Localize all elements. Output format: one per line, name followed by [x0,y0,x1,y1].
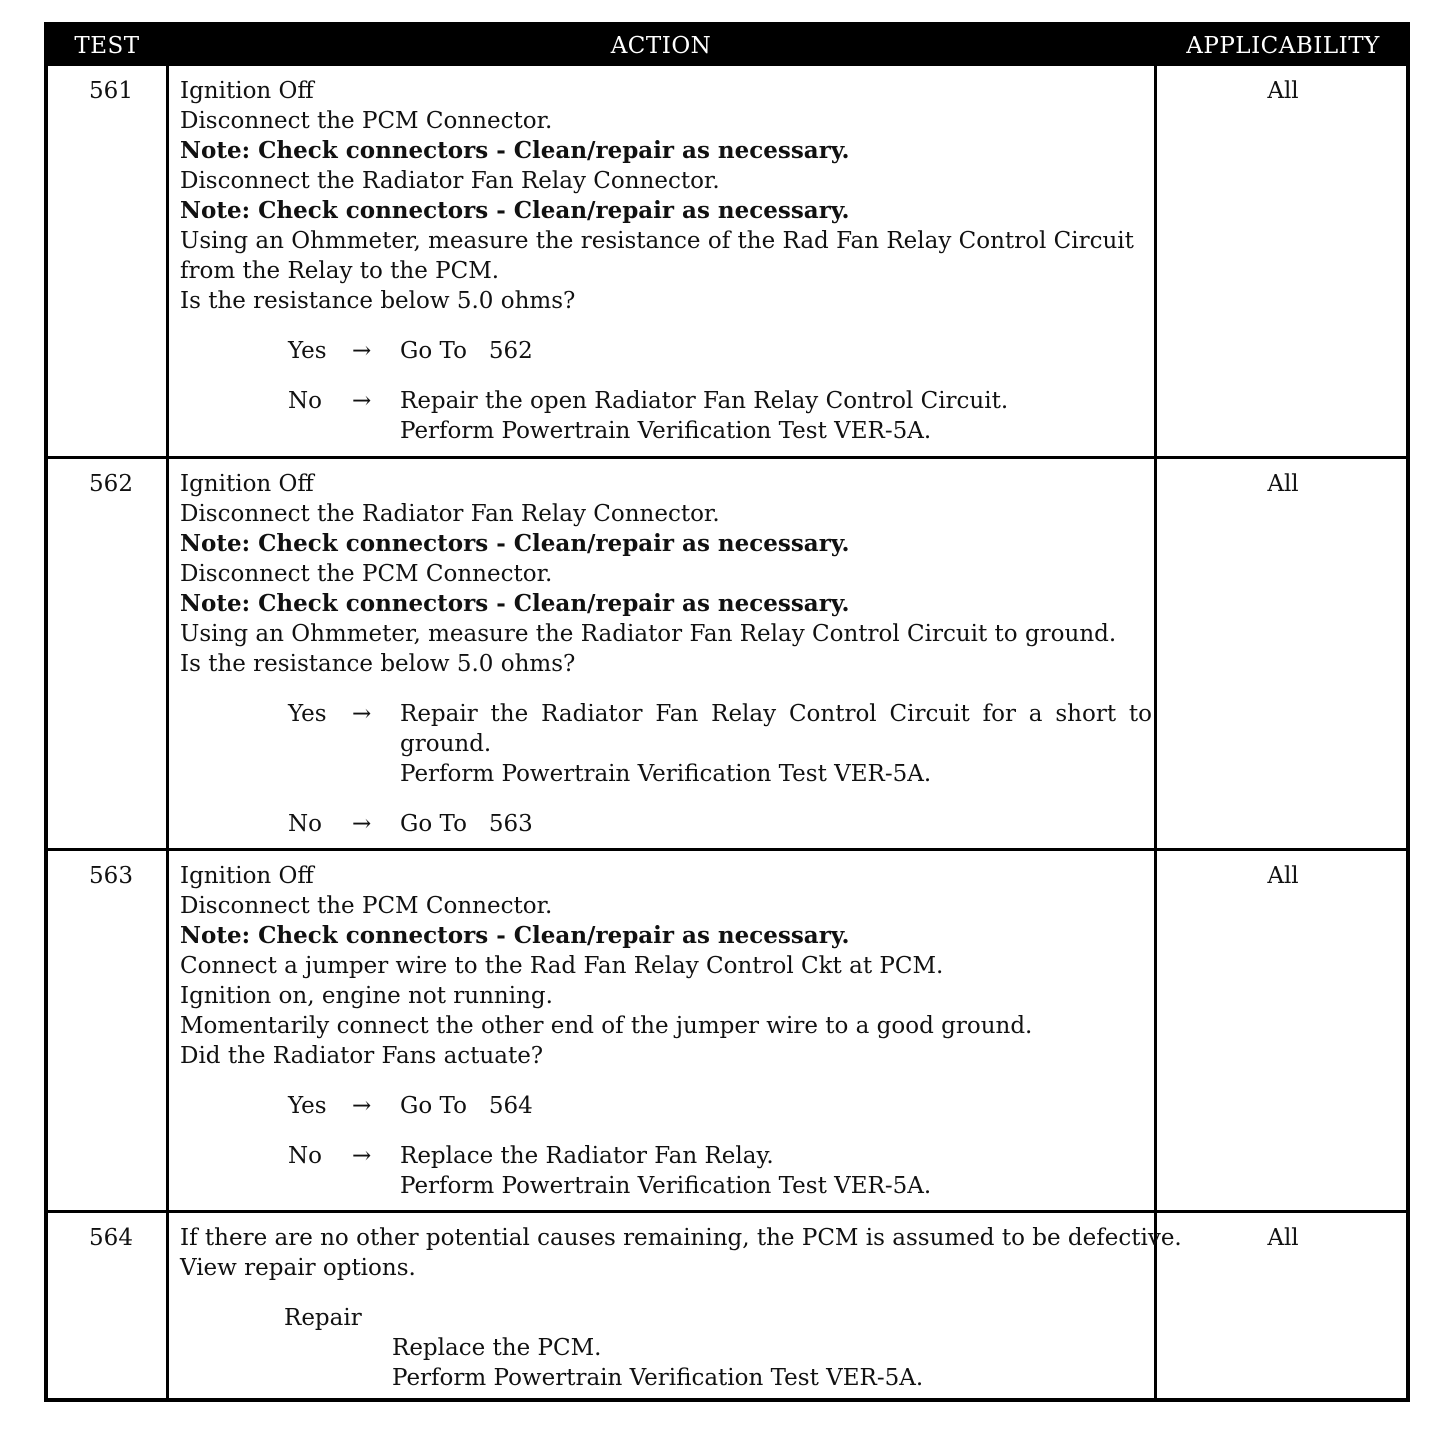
no-result: Perform Powertrain Verification Test VER-5A. [400,418,932,444]
yes-label: Yes [288,701,327,727]
step-text: Using an Ohmmeter, measure the Radiator Fan Relay Control Circuit to ground. [180,621,1117,647]
applicability-value: All [1267,1225,1299,1251]
table-row [48,459,1406,849]
action-cell [180,76,1152,446]
table-row [48,851,1406,1211]
step-text: Using an Ohmmeter, measure the resistance of the Rad Fan Relay Control Circuit [180,228,1134,254]
step-text: Disconnect the Radiator Fan Relay Connector. [180,501,720,527]
yes-label: Yes [288,1093,327,1119]
yes-branch [180,699,1152,789]
yes-result: Repair the Radiator Fan Relay Control Circuit for a short to ground. [400,701,1152,757]
step-text: Disconnect the PCM Connector. [180,108,553,134]
question-text: Is the resistance below 5.0 ohms? [180,651,576,677]
yes-branch [180,1091,1152,1121]
step-text: Disconnect the PCM Connector. [180,561,553,587]
table-header [48,26,1406,66]
action-cell [180,1223,1182,1393]
header-test: TEST [74,33,140,59]
step-text: from the Relay to the PCM. [180,258,500,284]
yes-result: Go To 564 [400,1093,533,1119]
no-result: Replace the Radiator Fan Relay. [400,1143,774,1169]
step-text: Momentarily connect the other end of the jumper wire to a good ground. [180,1013,1033,1039]
test-number: 564 [89,1225,133,1251]
step-text: Ignition Off [180,78,314,104]
no-result: Perform Powertrain Verification Test VER-5A. [400,1173,932,1199]
no-branch [180,1141,1152,1201]
yes-result: Perform Powertrain Verification Test VER-5A. [400,761,932,787]
question-text: Did the Radiator Fans actuate? [180,1043,544,1069]
no-label: No [288,811,322,837]
yes-label: Yes [288,338,327,364]
step-text: Ignition Off [180,471,314,497]
step-text: Connect a jumper wire to the Rad Fan Relay Control Ckt at PCM. [180,953,944,979]
arrow-icon: → [352,701,372,727]
action-cell [180,861,1152,1201]
action-cell [180,469,1152,839]
step-text: If there are no other potential causes remaining, the PCM is assumed to be defective. [180,1225,1182,1251]
yes-result: Go To 562 [400,338,533,364]
step-text: Ignition on, engine not running. [180,983,553,1009]
header-applicability: APPLICABILITY [1186,33,1380,59]
arrow-icon: → [352,388,372,414]
question-text: Is the resistance below 5.0 ohms? [180,288,576,314]
header-action: ACTION [610,33,712,59]
applicability-value: All [1267,863,1299,889]
note-text: Note: Check connectors - Clean/repair as necessary. [180,590,850,617]
arrow-icon: → [352,811,372,837]
no-label: No [288,1143,322,1169]
no-branch [180,809,1152,839]
no-label: No [288,388,322,414]
no-result: Go To 563 [400,811,533,837]
test-number: 563 [89,863,133,889]
note-text: Note: Check connectors - Clean/repair as necessary. [180,530,850,557]
step-text: Disconnect the Radiator Fan Relay Connector. [180,168,720,194]
diagnostic-test-table [44,22,1410,1402]
note-text: Note: Check connectors - Clean/repair as necessary. [180,922,850,949]
step-text: Ignition Off [180,863,314,889]
note-text: Note: Check connectors - Clean/repair as necessary. [180,137,850,164]
applicability-value: All [1267,78,1299,104]
no-branch [180,386,1152,446]
test-number: 561 [89,78,133,104]
step-text: Disconnect the PCM Connector. [180,893,553,919]
repair-label: Repair [284,1305,362,1331]
arrow-icon: → [352,338,372,364]
no-result: Repair the open Radiator Fan Relay Control Circuit. [400,388,1009,414]
arrow-icon: → [352,1143,372,1169]
table-row [48,66,1406,458]
note-text: Note: Check connectors - Clean/repair as necessary. [180,197,850,224]
yes-branch [180,336,1152,366]
repair-step: Perform Powertrain Verification Test VER-5A. [392,1365,924,1391]
applicability-value: All [1267,471,1299,497]
repair-branch [180,1303,1152,1393]
arrow-icon: → [352,1093,372,1119]
step-text: View repair options. [180,1255,416,1281]
table-row [48,1213,1406,1399]
repair-step: Replace the PCM. [392,1335,602,1361]
test-number: 562 [89,471,133,497]
